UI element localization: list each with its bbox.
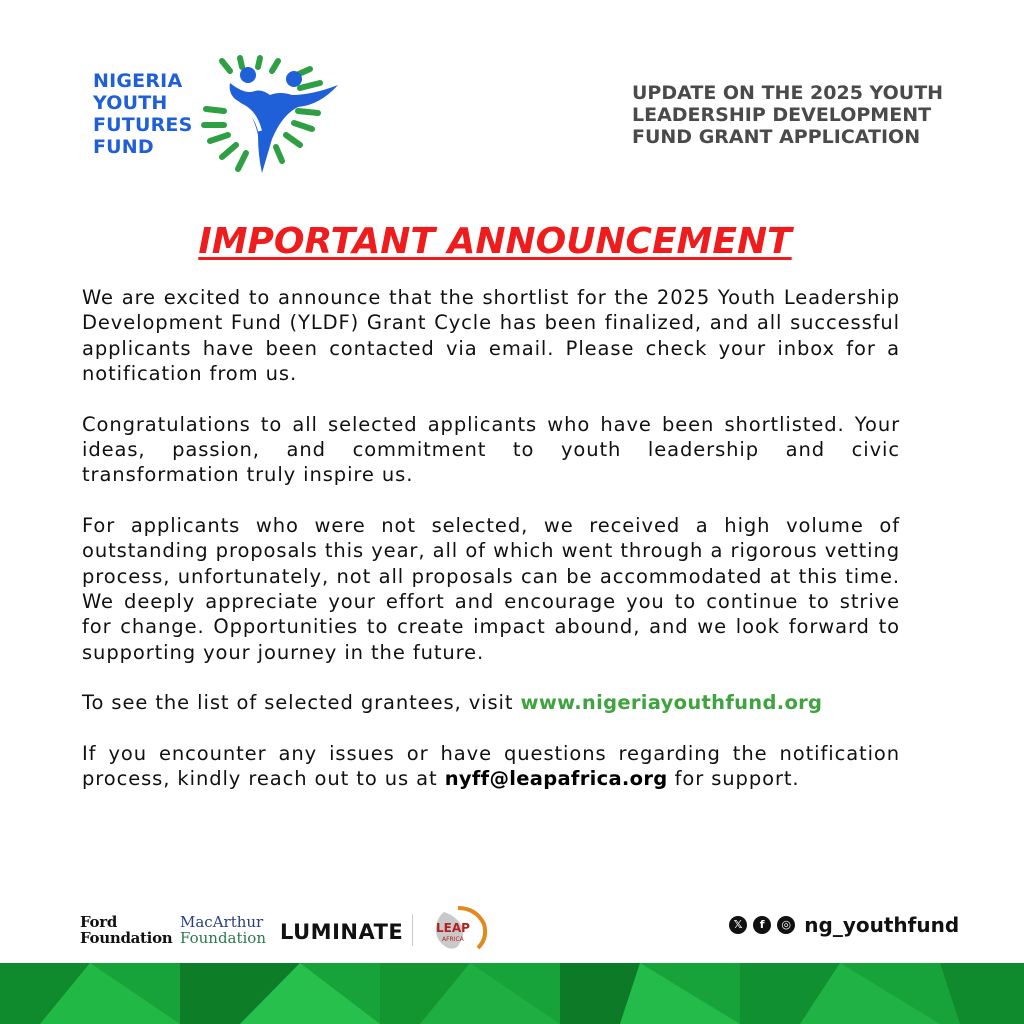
social-links — [729, 913, 959, 941]
headline — [0, 218, 970, 266]
brand-name-line: FUND — [93, 136, 154, 158]
update-title-line: LEADERSHIP DEVELOPMENT — [632, 104, 932, 126]
ray — [258, 58, 260, 67]
update-title — [632, 82, 972, 148]
luminate-logo: LUMINATE — [280, 920, 404, 944]
update-title-line: FUND GRANT APPLICATION — [632, 126, 921, 148]
ray — [272, 61, 278, 71]
ray — [240, 58, 242, 67]
brand-logo-icon — [200, 55, 350, 180]
instagram-icon[interactable]: ◎ — [777, 916, 795, 934]
macarthur-foundation-logo — [180, 914, 266, 946]
ford-foundation-logo — [80, 914, 172, 946]
ray — [222, 145, 236, 157]
ray — [206, 109, 224, 111]
grantees-text: To see the list of selected grantees, visit — [82, 691, 514, 715]
ray — [276, 147, 282, 161]
paragraph-shortlist: We are excited to announce that the shortlist for the 2025 Youth Leadership Development Fund (YLDF) Grant Cycle has been finalized, and all successful applicants have been contacted via email. Please check your inbox for a notification from us. — [82, 286, 900, 386]
partner-divider — [412, 914, 413, 946]
support-suffix: for support. — [674, 767, 800, 791]
headline-text: IMPORTANT ANNOUNCEMENT — [198, 221, 792, 262]
brand-name — [93, 70, 203, 158]
leap-africa-logo — [422, 904, 492, 954]
ray — [298, 111, 318, 113]
ray — [300, 83, 320, 88]
paragraph-support — [82, 741, 900, 792]
support-email-link[interactable]: nyff@leapafrica.org — [444, 767, 668, 791]
support-text: If you encounter any issues or have questions regarding the notification process, kindly reach out to us at — [82, 741, 900, 791]
brand-name-line: FUTURES — [93, 114, 193, 136]
announcement-body — [82, 285, 900, 817]
figure-head — [240, 67, 256, 83]
africa-text: AFRICA — [442, 936, 464, 943]
ray — [222, 61, 230, 71]
x-icon[interactable]: 𝕏 — [729, 916, 747, 934]
paragraph-congratulations: Congratulations to all selected applicants who have been shortlisted. Your ideas, passion, and commitment to youth leadership and civic transformation truly inspire us. — [82, 412, 900, 487]
facebook-icon[interactable]: f — [753, 916, 771, 934]
update-title-line: UPDATE ON THE 2025 YOUTH — [632, 82, 944, 104]
macarthur-line: Foundation — [180, 929, 267, 947]
figure-head — [286, 71, 302, 87]
macarthur-line: MacArthur — [180, 913, 264, 931]
paragraph-grantees-link — [82, 690, 900, 715]
ray — [286, 135, 300, 145]
ray — [238, 153, 246, 169]
ray — [294, 123, 312, 129]
ford-line: Ford — [80, 913, 118, 931]
leap-text: LEAP — [436, 921, 470, 935]
partner-logos — [80, 900, 500, 960]
social-handle[interactable]: ng_youthfund — [804, 913, 960, 937]
brand-name-line: NIGERIA — [93, 70, 183, 92]
footer-band — [0, 963, 1024, 1024]
ford-line: Foundation — [80, 929, 173, 947]
ray — [210, 135, 228, 141]
brand-name-line: YOUTH — [93, 92, 168, 114]
paragraph-not-selected: For applicants who were not selected, we received a high volume of outstanding proposals this year, all of which went through a rigorous vetting process, unfortunately, not all proposals can be accommodated at this time. We deeply appreciate your effort and encourage you to continue to strive for change. Opportunities to create impact abound, and we look forward to supporting your journey in the future. — [82, 513, 900, 664]
website-link[interactable]: www.nigeriayouthfund.org — [520, 691, 823, 715]
